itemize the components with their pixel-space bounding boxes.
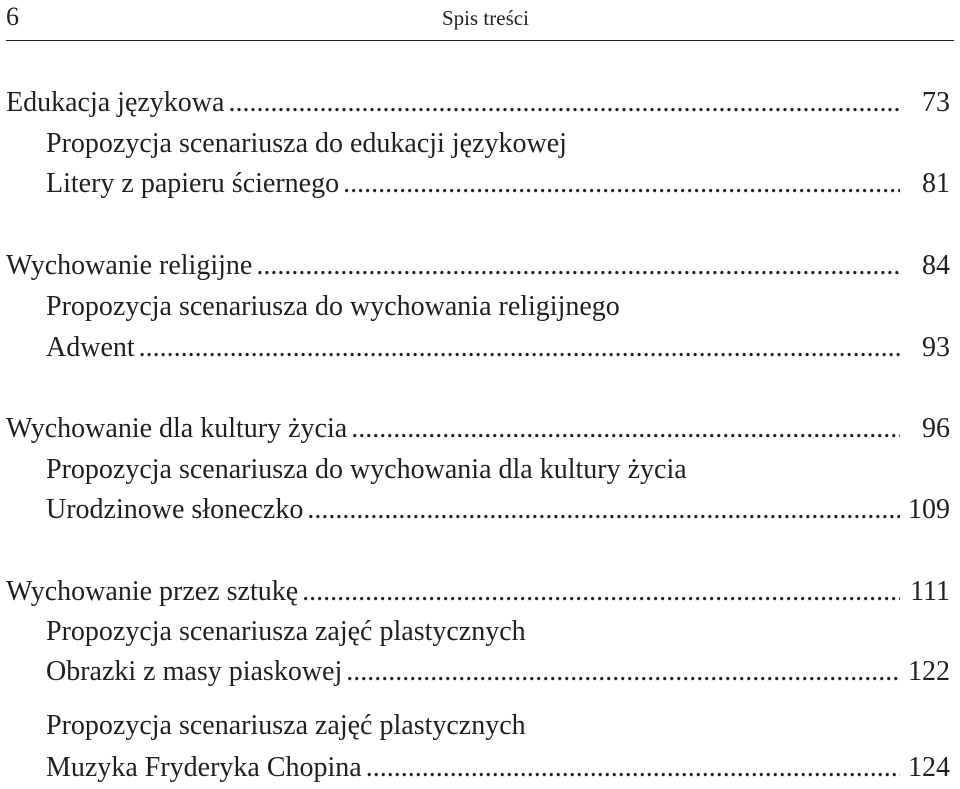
- toc-entry-page: 96: [922, 413, 950, 444]
- toc-entry-adwent[interactable]: [46, 328, 950, 368]
- toc-entry-title: Wychowanie religijne: [6, 250, 253, 281]
- toc-entry-page: 122: [908, 656, 950, 687]
- toc-entry-title: Wychowanie przez sztukę: [6, 576, 299, 607]
- toc-sub-heading: Propozycja scenariusza do edukacji językowej: [46, 128, 567, 159]
- toc-entry-edukacja-jezykowa[interactable]: [6, 83, 950, 123]
- dot-leader: [366, 748, 900, 788]
- dot-leader: [228, 83, 900, 123]
- toc-entry-page: 109: [908, 494, 950, 525]
- running-title: Spis treści: [442, 6, 529, 30]
- toc-entry-page: 84: [922, 250, 950, 281]
- toc-entry-title: Urodzinowe słoneczko: [46, 494, 304, 525]
- toc-entry-page: 93: [922, 332, 950, 363]
- toc-entry-title: Adwent: [46, 332, 135, 363]
- toc-entry-muzyka-fryderyka-chopina[interactable]: [46, 748, 950, 788]
- page-number: 6: [6, 2, 19, 31]
- dot-leader: [351, 409, 900, 449]
- toc-sub-heading: Propozycja scenariusza do wychowania dla kultury życia: [46, 454, 687, 485]
- toc-entry-wychowanie-religijne[interactable]: [6, 246, 950, 286]
- toc-entry-obrazki-z-masy[interactable]: [46, 652, 950, 692]
- toc-sub-heading: Propozycja scenariusza zajęć plastycznych: [46, 616, 526, 647]
- toc-entry-wychowanie-dla-kultury-zycia[interactable]: [6, 409, 950, 449]
- toc-entry-page: 81: [922, 168, 950, 199]
- dot-leader: [139, 328, 900, 368]
- toc-entry-title: Wychowanie dla kultury życia: [6, 413, 348, 444]
- dot-leader: [302, 572, 900, 612]
- toc-entry-litery-z-papieru[interactable]: [46, 164, 950, 204]
- toc-entry-title: Muzyka Fryderyka Chopina: [46, 752, 362, 783]
- toc-entry-page: 124: [908, 752, 950, 783]
- toc-entry-urodzinowe-sloneczko[interactable]: [46, 490, 950, 530]
- toc-entry-wychowanie-przez-sztuke[interactable]: [6, 572, 950, 612]
- dot-leader: [256, 246, 900, 286]
- dot-leader: [346, 652, 900, 692]
- toc-entry-title: Edukacja językowa: [6, 87, 225, 118]
- toc-entry-title: Litery z papieru ściernego: [46, 168, 340, 199]
- toc-sub-heading: Propozycja scenariusza do wychowania religijnego: [46, 291, 620, 322]
- toc-sub-heading: Propozycja scenariusza zajęć plastycznych: [46, 710, 526, 741]
- dot-leader: [343, 164, 900, 204]
- page-header: [6, 0, 954, 41]
- toc-entry-page: 73: [922, 87, 950, 118]
- dot-leader: [307, 490, 900, 530]
- toc-entry-title: Obrazki z masy piaskowej: [46, 656, 343, 687]
- toc-entry-page: 111: [910, 576, 950, 607]
